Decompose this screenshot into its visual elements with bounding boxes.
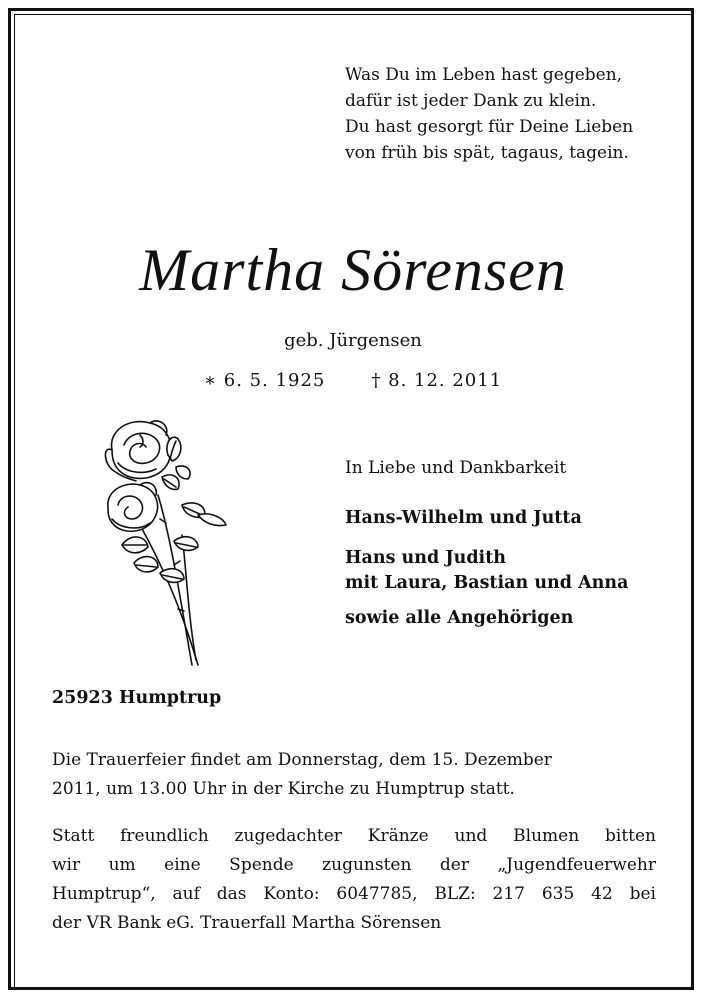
death-date: † 8. 12. 2011 [371,370,503,391]
poem [345,62,633,166]
deceased-name: Martha Sörensen [139,237,567,303]
poem-line: Du hast gesorgt für Deine Lieben [345,117,634,137]
mourners-list [345,505,628,631]
mourner-line: Hans-Wilhelm und Jutta [345,508,582,528]
poem-line: dafür ist jeder Dank zu klein. [345,91,597,111]
life-dates [0,370,706,391]
donation-notice [52,822,656,938]
donation-line: Statt freundlich zugedachter Kränze und Blumen bitten [52,826,656,846]
signoff-text: In Liebe und Dankbarkeit [345,458,567,478]
donation-line: der VR Bank eG. Trauerfall Martha Sörensen [52,913,442,933]
birth-name: geb. Jürgensen [284,330,422,351]
poem-line: Was Du im Leben hast gegeben, [345,65,623,85]
birth-date: ∗ 6. 5. 1925 [203,370,326,391]
service-notice [52,746,656,804]
service-line: 2011, um 13.00 Uhr in der Kirche zu Humptrup statt. [52,779,515,799]
rose-icon [100,415,240,670]
donation-line: wir um eine Spende zugunsten der „Jugendfeuerwehr [52,855,656,875]
service-line: Die Trauerfeier findet am Donnerstag, dem 15. Dezember [52,750,552,770]
donation-line: Humptrup“, auf das Konto: 6047785, BLZ: 217 635 42 bei [52,884,656,904]
mourner-line: Hans und Judith [345,548,507,568]
place: 25923 Humptrup [52,688,222,708]
poem-line: von früh bis spät, tagaus, tagein. [345,143,629,163]
mourner-line: mit Laura, Bastian und Anna [345,573,629,593]
mourner-line: sowie alle Angehörigen [345,608,574,628]
